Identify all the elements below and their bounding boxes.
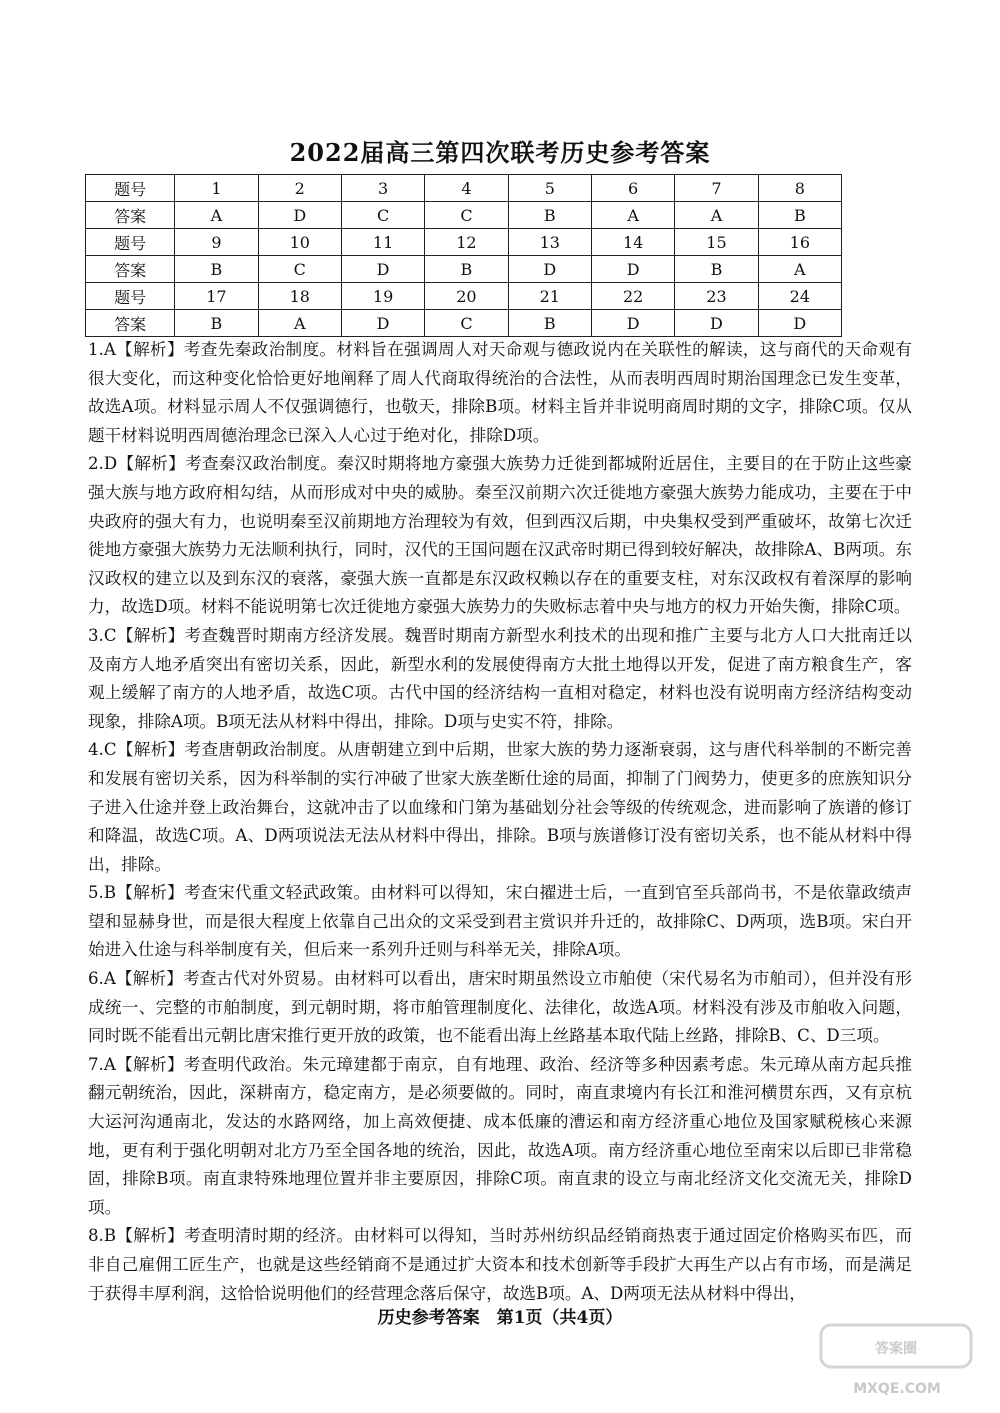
explanation-paragraph: 6.A【解析】考查古代对外贸易。由材料可以看出，唐宋时期虽然设立市舶使（宋代易名为市舶司），但并没有形成统一、完整的市舶制度，到元朝时期，将市舶管理制度化、法律化，故选A项。材料没有涉及市舶收入问题，同时既不能看出元朝比唐宋推行更开放的政策，也不能看出海上丝路基本取代陆上丝路，排除B、C、D三项。 [88,969,912,1046]
table-cell: D [341,310,424,337]
table-cell: 2 [258,175,341,202]
explanation-paragraph: 8.B【解析】考查明清时期的经济。由材料可以得知，当时苏州纺织品经销商热衷于通过固定价格购买布匹，而非自己雇佣工匠生产，也就是这些经销商不是通过扩大资本和技术创新等手段扩大再生产以占有市场，而是满足于获得丰厚利润，这恰恰说明他们的经营理念落后保守，故选B项。A、D两项无法从材料中得出， [88,1226,912,1303]
explanation-paragraph: 1.A【解析】考查先秦政治制度。材料旨在强调周人对天命观与德政说内在关联性的解读，这与商代的天命观有很大变化，而这种变化恰恰更好地阐释了周人代商取得统治的合法性，从而表明西周时期治国理念已发生变革，故选A项。材料显示周人不仅强调德行，也敬天，排除B项。材料主旨并非说明商周时期的文字，排除C项。仅从题干材料说明西周德治理念已深入人心过于绝对化，排除D项。 [88,340,912,445]
table-cell: D [675,310,758,337]
watermark-logo-text: 答案圈 [875,1341,917,1357]
table-cell: 17 [175,283,258,310]
table-cell: B [175,310,258,337]
table-row [86,283,842,310]
table-row [86,310,842,337]
table-cell: 18 [258,283,341,310]
table-cell: 7 [675,175,758,202]
table-cell: 8 [758,175,841,202]
table-cell: D [258,202,341,229]
table-row [86,229,842,256]
table-row [86,256,842,283]
table-cell: B [175,256,258,283]
table-row [86,175,842,202]
table-cell: B [508,310,591,337]
row-label: 答案 [86,256,175,283]
table-cell: D [508,256,591,283]
table-cell: D [341,256,424,283]
table-row [86,202,842,229]
table-cell: C [341,202,424,229]
table-cell: 24 [758,283,841,310]
table-cell: A [675,202,758,229]
table-cell: A [758,256,841,283]
table-cell: 23 [675,283,758,310]
page-title: 2022届高三第四次联考历史参考答案 [289,138,711,167]
page-footer: 历史参考答案 第1页（共4页） [377,1308,623,1328]
row-label: 题号 [86,229,175,256]
row-label: 题号 [86,175,175,202]
table-cell: 9 [175,229,258,256]
watermark-logo [815,1321,980,1401]
row-label: 答案 [86,202,175,229]
table-cell: 12 [425,229,508,256]
table-cell: 6 [591,175,674,202]
table-cell: 20 [425,283,508,310]
explanation-paragraph: 5.B【解析】考查宋代重文轻武政策。由材料可以得知，宋白擢进士后，一直到官至兵部尚书，不是依靠政绩声望和显赫身世，而是很大程度上依靠自己出众的文采受到君主赏识并升迁的，故排除C、D两项，选B项。宋白开始进入仕途与科举制度有关，但后来一系列升迁则与科举无关，排除A项。 [88,883,912,960]
explanation-paragraph: 2.D【解析】考查秦汉政治制度。秦汉时期将地方豪强大族势力迁徙到都城附近居住，主要目的在于防止这些豪强大族与地方政府相勾结，从而形成对中央的威胁。秦至汉前期六次迁徙地方豪强大族势力能成功，主要在于中央政府的强大有力，也说明秦至汉前期地方治理较为有效，但到西汉后期，中央集权受到严重破坏，故第七次迁徙地方豪强大族势力无法顺利执行，同时，汉代的王国问题在汉武帝时期已得到较好解决，故排除A、B两项。东汉政权的建立以及到东汉的衰落，豪强大族一直都是东汉政权赖以存在的重要支柱，对东汉政权有着深厚的影响力，故选D项。材料不能说明第七次迁徙地方豪强大族势力的失败标志着中央与地方的权力开始失衡，排除C项。 [88,454,912,617]
row-label: 答案 [86,310,175,337]
table-cell: C [258,256,341,283]
table-cell: 5 [508,175,591,202]
explanations [88,336,912,1308]
table-cell: D [758,310,841,337]
table-cell: 3 [341,175,424,202]
table-cell: 14 [591,229,674,256]
table-cell: 1 [175,175,258,202]
answer-table [85,174,842,337]
table-cell: 11 [341,229,424,256]
table-cell: C [425,202,508,229]
table-cell: 16 [758,229,841,256]
table-cell: A [258,310,341,337]
table-cell: B [675,256,758,283]
table-cell: C [425,310,508,337]
table-cell: 15 [675,229,758,256]
explanation-paragraph: 4.C【解析】考查唐朝政治制度。从唐朝建立到中后期，世家大族的势力逐渐衰弱，这与唐代科举制的不断完善和发展有密切关系，因为科举制的实行冲破了世家大族垄断仕途的局面，抑制了门阀势力，使更多的庶族知识分子进入仕途并登上政治舞台，这就冲击了以血缘和门第为基础划分社会等级的传统观念，进而影响了族谱的修订和降温，故选C项。A、D两项说法无法从材料中得出，排除。B项与族谱修订没有密切关系，也不能从材料中得出，排除。 [88,740,912,874]
table-cell: B [508,202,591,229]
row-label: 题号 [86,283,175,310]
table-cell: D [591,256,674,283]
table-cell: 22 [591,283,674,310]
explanation-paragraph: 7.A【解析】考查明代政治。朱元璋建都于南京，自有地理、政治、经济等多种因素考虑。朱元璋从南方起兵推翻元朝统治，因此，深耕南方，稳定南方，是必须要做的。同时，南直隶境内有长江和淮河横贯东西，又有京杭大运河沟通南北，发达的水路网络，加上高效便捷、成本低廉的漕运和南方经济重心地位及国家赋税核心来源地，更有利于强化明朝对北方乃至全国各地的统治，因此，故选A项。南方经济重心地位至南宋以后即已非常稳固，排除B项。南直隶特殊地理位置并非主要原因，排除C项。南直隶的设立与南北经济文化交流无关，排除D项。 [88,1054,912,1217]
table-cell: 19 [341,283,424,310]
table-cell: 10 [258,229,341,256]
watermark-url: MXQE.COM [853,1381,941,1397]
table-cell: 13 [508,229,591,256]
table-cell: D [591,310,674,337]
explanation-paragraph: 3.C【解析】考查魏晋时期南方经济发展。魏晋时期南方新型水利技术的出现和推广主要与北方人口大批南迁以及南方人地矛盾突出有密切关系，因此，新型水利的发展使得南方大批土地得以开发，促进了南方粮食生产，客观上缓解了南方的人地矛盾，故选C项。古代中国的经济结构一直相对稳定，材料也没有说明南方经济结构变动现象，排除A项。B项无法从材料中得出，排除。D项与史实不符，排除。 [88,625,912,731]
table-cell: A [591,202,674,229]
table-cell: B [425,256,508,283]
table-cell: 21 [508,283,591,310]
table-cell: 4 [425,175,508,202]
table-cell: A [175,202,258,229]
table-cell: B [758,202,841,229]
